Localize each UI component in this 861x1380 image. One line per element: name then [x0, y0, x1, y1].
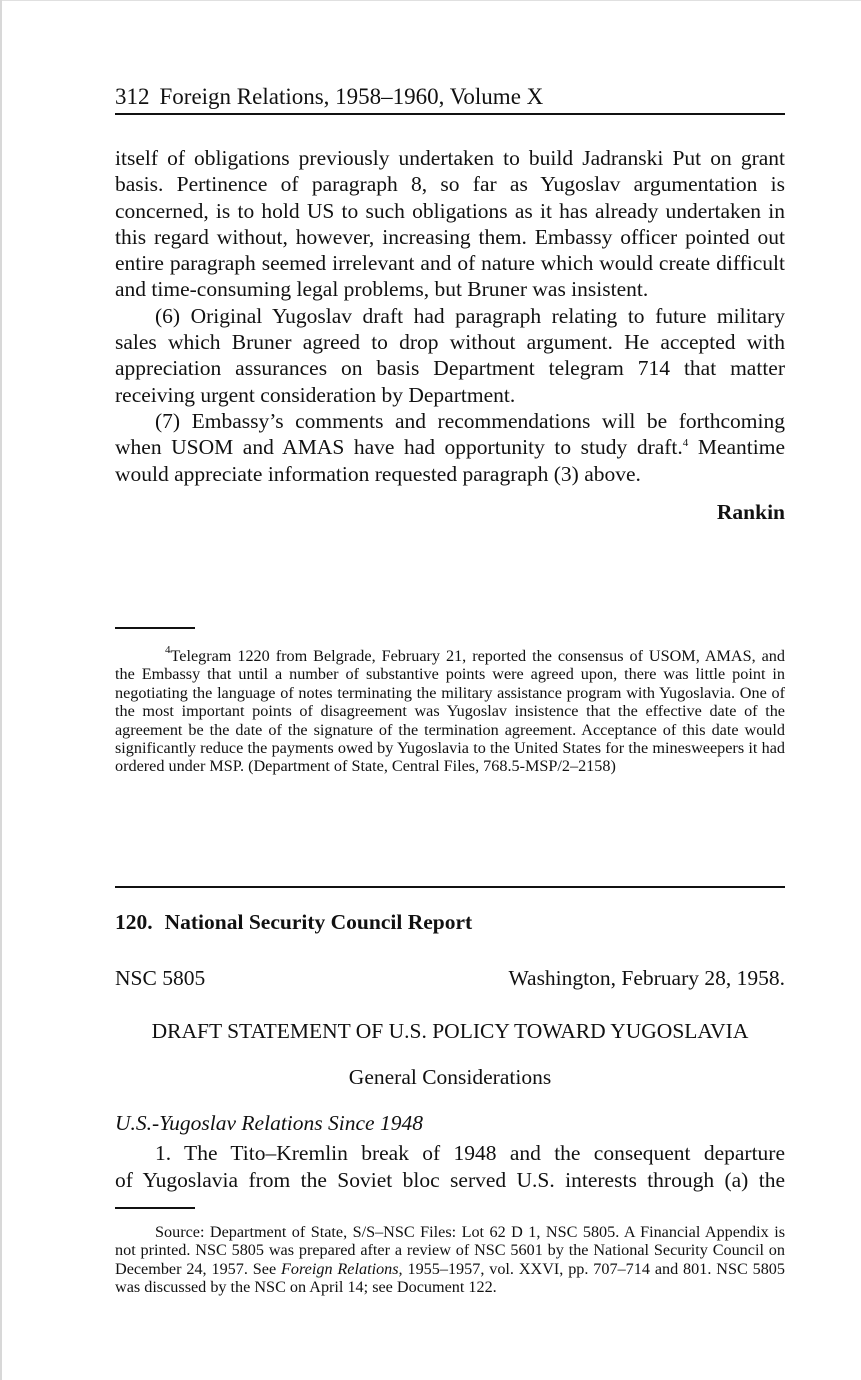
paragraph-1-line-2: of Yugoslavia from the Soviet bloc served U.S. interests through (a) the	[115, 1168, 785, 1192]
paragraph-7	[115, 408, 785, 487]
source-footnote	[115, 1223, 785, 1297]
footnote-4-text: Telegram 1220 from Belgrade, February 21, reported the consensus of USOM, AMAS, and the Embassy that until a number of substantive points were agreed upon, there was little point in negotiating the language of notes terminating the military assistance program with Yugoslavia. One of the most important points of disagreement was Yugoslav insistence that the effective date of the agreement be the date of the signature of the termination agreement. Acceptance of this date would significantly reduce the payments owed by Yugoslavia to the United States for the minesweepers it had ordered under MSP. (Department of State, Central Files, 768.5-MSP/2–2158)	[115, 647, 785, 776]
paragraph-1	[115, 1140, 785, 1194]
footnote-marker: 4	[165, 644, 171, 656]
source-text-cont: 1955–1957, vol. XXVI, pp. 707–714 and 801. NSC 5805 was discussed by the NSC on April 14; see Document 122.	[115, 1259, 785, 1297]
source-text: Source: Department of State, S/S–NSC Files: Lot 62 D 1, NSC 5805. A Financial Appendix is not printed. NSC 5805 was prepared after a review of NSC 5601 by the National Security Council on December 24, 1957. See	[115, 1223, 785, 1278]
page-number: 312	[115, 84, 150, 109]
running-title: Foreign Relations, 1958–1960, Volume X	[159, 84, 544, 109]
paragraph-1-line-1: 1. The Tito–Kremlin break of 1948 and the consequent departure	[155, 1141, 785, 1165]
section-divider	[115, 886, 785, 888]
running-header	[115, 82, 783, 112]
continuation-text	[115, 145, 785, 525]
footnote-4	[115, 644, 785, 776]
paragraph-6: (6) Original Yugoslav draft had paragraph relating to future military sales which Bruner agreed to drop without argument. He accepted with appreciation assurances on basis Department telegram 714 that matter receiving urgent consideration by Department.	[115, 303, 785, 407]
document-number: 120.	[115, 910, 153, 934]
footnote-rule	[115, 627, 195, 629]
footnote-ref-4[interactable]: 4	[682, 437, 689, 450]
document-place-date: Washington, February 28, 1958.	[508, 966, 785, 990]
main-title: DRAFT STATEMENT OF U.S. POLICY TOWARD YUGOSLAVIA	[151, 1019, 749, 1043]
document-meta	[115, 966, 785, 991]
paragraph-7-text: (7) Embassy’s comments and recommendations will be forthcoming when USOM and AMAS have had opportunity to study draft.	[115, 408, 785, 460]
document-reference: NSC 5805	[115, 966, 206, 990]
subsection-title: U.S.-Yugoslav Relations Since 1948	[115, 1111, 423, 1135]
page-top-edge	[0, 0, 861, 1]
document-heading	[115, 910, 472, 935]
header-rule	[115, 113, 785, 115]
signature: Rankin	[716, 499, 785, 524]
paragraph-continued: itself of obligations previously undertaken to build Jadranski Put on grant basis. Pertinence of paragraph 8, so far as Yugoslav argumentation is concerned, is to hold US to such obligations as it has already undertaken in this regard without, however, increasing them. Embassy officer pointed out entire paragraph seemed irrelevant and of nature which would create difficult and time-consuming legal problems, but Bruner was insistent.	[115, 146, 785, 302]
source-italic-title: Foreign Relations,	[281, 1259, 403, 1278]
document-title: National Security Council Report	[164, 910, 473, 934]
section-title: General Considerations	[348, 1065, 552, 1089]
paragraph-7-text-cont: Meantime would appreciate information requested paragraph (3) above.	[115, 435, 785, 486]
source-footnote-rule	[115, 1207, 195, 1209]
page-left-edge	[0, 0, 2, 1380]
